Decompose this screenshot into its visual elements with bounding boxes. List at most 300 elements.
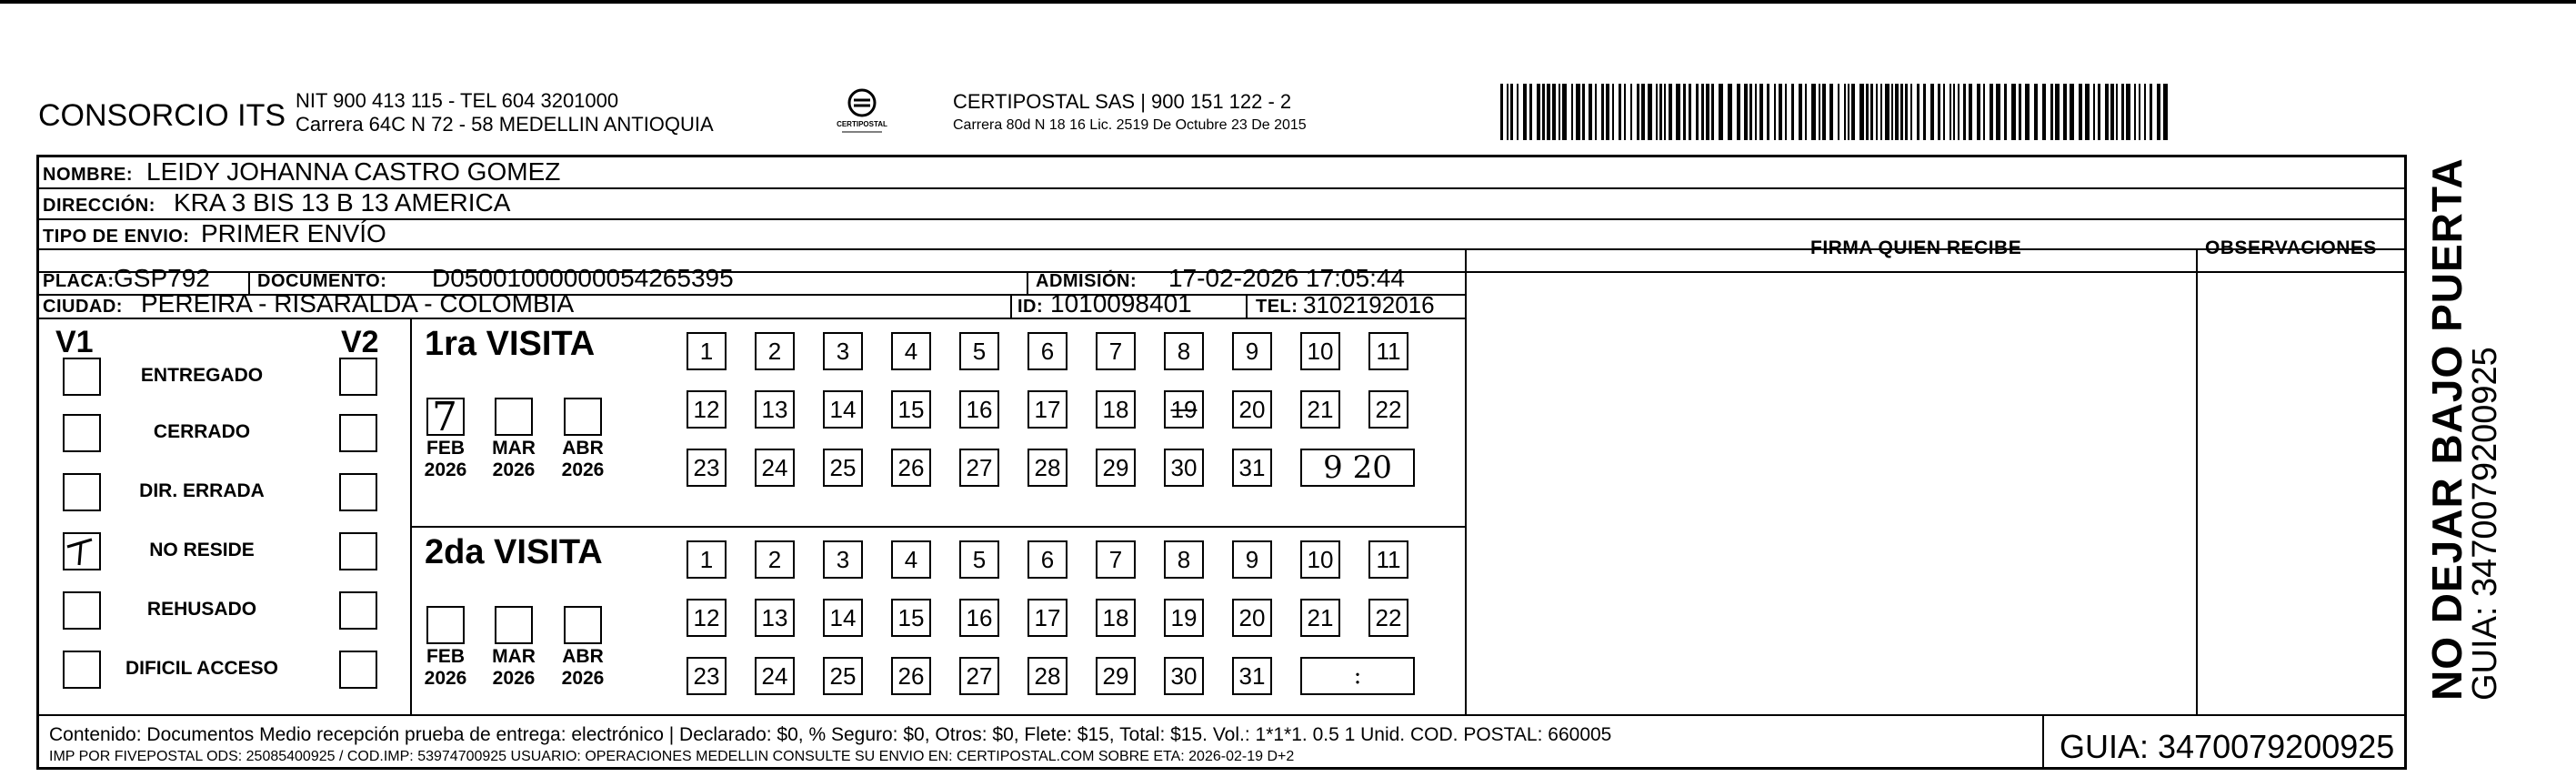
day-box[interactable] xyxy=(755,332,795,370)
col-divider xyxy=(2404,157,2406,767)
col-divider xyxy=(1246,294,1248,318)
day-box[interactable] xyxy=(687,449,727,487)
checklist-label: DIR. ERRADA xyxy=(139,480,265,501)
day-box[interactable] xyxy=(687,390,727,429)
logo-wordmark: CERTIPOSTAL xyxy=(837,120,887,128)
barcode-bar xyxy=(2019,84,2021,140)
day-box[interactable] xyxy=(1027,449,1067,487)
day-box[interactable] xyxy=(1232,657,1272,695)
day-box[interactable] xyxy=(1368,390,1408,429)
observaciones-header: OBSERVACIONES xyxy=(2205,237,2377,258)
day-box[interactable] xyxy=(1164,540,1204,579)
day-box[interactable] xyxy=(823,599,863,637)
day-box[interactable] xyxy=(1368,599,1408,637)
day-box[interactable] xyxy=(1232,332,1272,370)
day-number: 12 xyxy=(693,395,720,423)
barcode-bar xyxy=(2157,84,2160,140)
day-number: 29 xyxy=(1102,453,1129,481)
v1-checkbox[interactable] xyxy=(63,414,101,452)
v1-checkbox[interactable] xyxy=(63,358,101,396)
checklist-label: DIFICIL ACCESO xyxy=(125,658,278,679)
barcode-bar xyxy=(1917,84,1919,140)
barcode-bar xyxy=(1744,84,1748,140)
checklist-label: NO RESIDE xyxy=(149,540,255,560)
barcode-bar xyxy=(1755,84,1757,140)
day-number: 5 xyxy=(972,337,987,365)
barcode-bar xyxy=(1996,84,2000,140)
barcode-bar xyxy=(1510,84,1513,140)
nombre-value: LEIDY JOHANNA CASTRO GOMEZ xyxy=(146,157,561,186)
month-year: 2026 xyxy=(561,459,605,480)
month-year: 2026 xyxy=(561,668,605,689)
day-number: 7 xyxy=(1108,337,1123,365)
tel-label: TEL: xyxy=(1256,297,1298,317)
barcode-bar xyxy=(1706,84,1709,140)
v1-header: V1 xyxy=(55,325,94,359)
direccion-value: KRA 3 BIS 13 B 13 AMERICA xyxy=(174,188,511,217)
visit-title: 1ra VISITA xyxy=(425,325,596,363)
day-box[interactable] xyxy=(755,599,795,637)
v2-checkbox[interactable] xyxy=(339,532,377,570)
id-label: ID: xyxy=(1017,297,1044,317)
barcode-bar xyxy=(2144,84,2146,140)
day-box[interactable] xyxy=(687,332,727,370)
barcode-bar xyxy=(1905,84,1908,140)
footer-content: Contenido: Documentos Medio recepción prueba de entrega: electrónico | Declarado: $0, % Seguro: $0, Otros: $0, Flete: $15, Total: $15. Vol.: 1*1*1. 0.5 1 Unid. COD. POSTAL: 660005 xyxy=(49,724,1612,745)
barcode-bar xyxy=(1641,84,1645,140)
day-number: 15 xyxy=(897,603,925,631)
day-box[interactable] xyxy=(959,540,999,579)
col-divider xyxy=(2196,248,2198,714)
visit-title: 2da VISITA xyxy=(425,533,603,571)
company-info xyxy=(296,89,714,136)
col-divider xyxy=(1027,271,1028,294)
barcode-bar xyxy=(2055,84,2060,140)
barcode-bar xyxy=(1759,84,1763,140)
day-box[interactable] xyxy=(1368,332,1408,370)
day-box[interactable] xyxy=(1300,540,1340,579)
row-divider xyxy=(39,218,2404,220)
day-box[interactable] xyxy=(959,390,999,429)
month-year: 2026 xyxy=(424,459,467,480)
checklist-label: ENTREGADO xyxy=(140,365,264,386)
col-divider xyxy=(410,318,412,714)
delivery-form xyxy=(36,155,2407,770)
time-value: 9 20 xyxy=(1323,449,1392,486)
month-label xyxy=(556,438,610,481)
barcode-bar xyxy=(1595,84,1597,140)
barcode-bar xyxy=(1900,84,1903,140)
day-number: 3 xyxy=(836,545,850,573)
row-divider xyxy=(39,248,2404,250)
barcode-bar xyxy=(1885,84,1889,140)
day-box[interactable] xyxy=(687,540,727,579)
day-box[interactable] xyxy=(959,657,999,695)
day-box[interactable] xyxy=(1096,449,1136,487)
tipo-envio-label: TIPO DE ENVIO: xyxy=(43,227,190,247)
barcode-bar xyxy=(1683,84,1686,140)
day-box[interactable] xyxy=(823,390,863,429)
side-guia: GUIA: 3470079200925 xyxy=(2466,347,2504,701)
barcode-bar xyxy=(1711,84,1714,140)
v2-checkbox[interactable] xyxy=(339,414,377,452)
col-divider xyxy=(2042,714,2044,767)
barcode-bar xyxy=(1977,84,1980,140)
day-number: 8 xyxy=(1177,337,1191,365)
month-name: ABR xyxy=(562,646,604,667)
day-box[interactable] xyxy=(1164,332,1204,370)
admision-label: ADMISIÓN: xyxy=(1036,271,1138,291)
barcode-bar xyxy=(1659,84,1662,140)
day-box[interactable] xyxy=(891,599,931,637)
v2-header: V2 xyxy=(341,325,379,359)
barcode xyxy=(1500,84,2173,140)
day-number: 20 xyxy=(1238,395,1266,423)
barcode-bar xyxy=(1542,84,1545,140)
barcode-bar xyxy=(2025,84,2030,140)
barcode-bar xyxy=(1630,84,1632,140)
barcode-bar xyxy=(1844,84,1846,140)
visit-divider xyxy=(410,526,1467,528)
ciudad-label: CIUDAD: xyxy=(43,297,123,317)
barcode-bar xyxy=(1791,84,1794,140)
ciudad-value: PEREIRA - RISARALDA - COLOMBIA xyxy=(141,289,575,318)
time-box[interactable] xyxy=(1300,657,1415,695)
company-name: CONSORCIO ITS xyxy=(38,98,286,133)
day-number: 15 xyxy=(897,395,925,423)
day-number: 9 xyxy=(1245,545,1259,573)
month-year: 2026 xyxy=(492,668,536,689)
day-number: 21 xyxy=(1307,395,1334,423)
barcode-bar xyxy=(1969,84,1972,140)
day-number: 26 xyxy=(897,453,925,481)
day-number: 12 xyxy=(693,603,720,631)
barcode-bar xyxy=(1895,84,1899,140)
barcode-bar xyxy=(1829,84,1833,140)
day-box[interactable] xyxy=(1368,540,1408,579)
barcode-bar xyxy=(1582,84,1585,140)
day-box[interactable] xyxy=(1096,599,1136,637)
barcode-bar xyxy=(2126,84,2130,140)
barcode-bar xyxy=(1612,84,1614,140)
day-box[interactable] xyxy=(1027,332,1067,370)
barcode-bar xyxy=(2070,84,2074,140)
day-number: 28 xyxy=(1034,661,1061,690)
day-box[interactable] xyxy=(1096,332,1136,370)
day-number: 10 xyxy=(1307,545,1334,573)
barcode-bar xyxy=(1953,84,1955,140)
barcode-bar xyxy=(1876,84,1878,140)
barcode-bar xyxy=(1851,84,1855,140)
documento-label: DOCUMENTO: xyxy=(257,271,387,291)
barcode-bar xyxy=(2098,84,2100,140)
day-box[interactable] xyxy=(1096,390,1136,429)
barcode-bar xyxy=(1656,84,1658,140)
barcode-bar xyxy=(2042,84,2046,140)
tipo-envio-value: PRIMER ENVÍO xyxy=(201,219,386,247)
v2-checkbox[interactable] xyxy=(339,591,377,630)
v1-checkbox[interactable] xyxy=(63,473,101,511)
barcode-bar xyxy=(1749,84,1752,140)
day-number: 31 xyxy=(1238,453,1266,481)
day-box[interactable] xyxy=(1232,390,1272,429)
day-number: 30 xyxy=(1170,661,1198,690)
barcode-bar xyxy=(1938,84,1940,140)
certipostal-info xyxy=(953,90,1307,137)
day-box[interactable] xyxy=(891,390,931,429)
month-checkbox[interactable] xyxy=(564,398,602,436)
footer-print-info: IMP POR FIVEPOSTAL ODS: 25085400925 / COD.IMP: 53974700925 USUARIO: OPERACIONES MEDELLIN CONSULTE SU ENVIO EN: CERTIPOSTAL.COM SOBRE ETA: 2026-02-19 D+2 xyxy=(49,749,1295,764)
barcode-bar xyxy=(1848,84,1849,140)
day-number: 31 xyxy=(1238,661,1266,690)
barcode-bar xyxy=(1664,84,1666,140)
certipostal-logo xyxy=(835,86,889,141)
barcode-bar xyxy=(2079,84,2082,140)
v1-checkbox[interactable] xyxy=(63,591,101,630)
day-box[interactable] xyxy=(1164,657,1204,695)
barcode-bar xyxy=(1943,84,1945,140)
day-box[interactable] xyxy=(755,390,795,429)
day-number: 14 xyxy=(829,395,857,423)
barcode-bar xyxy=(1637,84,1639,140)
day-box[interactable] xyxy=(891,657,931,695)
day-box[interactable] xyxy=(1164,390,1204,429)
day-number: 6 xyxy=(1040,545,1055,573)
day-number: 20 xyxy=(1238,603,1266,631)
barcode-bar xyxy=(1547,84,1550,140)
barcode-bar xyxy=(1537,84,1540,140)
month-name: MAR xyxy=(492,438,536,459)
day-number: 28 xyxy=(1034,453,1061,481)
barcode-bar xyxy=(1767,84,1769,140)
day-box[interactable] xyxy=(891,332,931,370)
barcode-bar xyxy=(1571,84,1573,140)
month-checkbox[interactable] xyxy=(495,606,533,644)
barcode-bar xyxy=(1562,84,1567,140)
day-number: 17 xyxy=(1034,395,1061,423)
barcode-bar xyxy=(1701,84,1704,140)
day-number: 3 xyxy=(836,337,850,365)
month-name: MAR xyxy=(492,646,536,667)
v1-checkbox[interactable] xyxy=(63,532,101,570)
day-number: 24 xyxy=(761,453,788,481)
day-number: 13 xyxy=(761,395,788,423)
barcode-bar xyxy=(1601,84,1604,140)
month-checkbox[interactable] xyxy=(426,394,465,440)
day-number: 21 xyxy=(1307,603,1334,631)
top-edge-line xyxy=(0,0,2576,4)
barcode-bar xyxy=(1910,84,1912,140)
barcode-bar xyxy=(1589,84,1592,140)
v2-checkbox[interactable] xyxy=(339,651,377,689)
day-number: 29 xyxy=(1102,661,1129,690)
day-box[interactable] xyxy=(1232,599,1272,637)
day-box[interactable] xyxy=(823,657,863,695)
month-checkbox[interactable] xyxy=(564,606,602,644)
day-box[interactable] xyxy=(1027,599,1067,637)
day-number: 19 xyxy=(1170,395,1198,423)
month-label xyxy=(486,438,541,481)
barcode-bar xyxy=(1811,84,1816,140)
day-box[interactable] xyxy=(687,599,727,637)
month-name: ABR xyxy=(562,438,604,459)
day-number: 24 xyxy=(761,661,788,690)
month-label xyxy=(418,438,473,481)
barcode-bar xyxy=(2011,84,2016,140)
day-box[interactable] xyxy=(1027,657,1067,695)
month-name: FEB xyxy=(426,646,465,667)
barcode-bar xyxy=(2110,84,2114,140)
day-box[interactable] xyxy=(1096,657,1136,695)
day-box[interactable] xyxy=(1300,599,1340,637)
month-label xyxy=(486,646,541,690)
handwritten-mark: 7 xyxy=(432,394,457,440)
barcode-bar xyxy=(1559,84,1560,140)
checklist-label: REHUSADO xyxy=(146,599,257,620)
barcode-bar xyxy=(1719,84,1723,140)
day-box[interactable] xyxy=(959,599,999,637)
tel-value: 3102192016 xyxy=(1303,291,1435,318)
barcode-bar xyxy=(1891,84,1893,140)
day-number: 18 xyxy=(1102,395,1129,423)
barcode-bar xyxy=(1676,84,1680,140)
day-box[interactable] xyxy=(1300,390,1340,429)
barcode-bar xyxy=(1606,84,1609,140)
side-note xyxy=(2423,157,2504,701)
certipostal-address: Carrera 80d N 18 16 Lic. 2519 De Octubre 23 De 2015 xyxy=(953,117,1307,133)
day-number: 6 xyxy=(1040,337,1055,365)
day-number: 13 xyxy=(761,603,788,631)
barcode-bar xyxy=(1576,84,1580,140)
day-box[interactable] xyxy=(1027,540,1067,579)
barcode-bar xyxy=(2116,84,2118,140)
documento-value: D05001000000054265395 xyxy=(432,264,734,292)
barcode-bar xyxy=(1838,84,1839,140)
day-number: 14 xyxy=(829,603,857,631)
day-box[interactable] xyxy=(823,332,863,370)
barcode-bar xyxy=(1983,84,1985,140)
no-dejar-bajo-puerta: NO DEJAR BAJO PUERTA xyxy=(2423,157,2471,701)
barcode-bar xyxy=(1950,84,1951,140)
barcode-bar xyxy=(2134,84,2136,140)
day-number: 23 xyxy=(693,661,720,690)
barcode-bar xyxy=(1619,84,1621,140)
barcode-bar xyxy=(1990,84,1993,140)
day-number: 22 xyxy=(1375,395,1402,423)
day-box[interactable] xyxy=(687,657,727,695)
barcode-bar xyxy=(1774,84,1776,140)
day-box[interactable] xyxy=(1232,449,1272,487)
col-divider xyxy=(1010,294,1012,318)
day-number: 25 xyxy=(829,661,857,690)
placa-value: GSP792 xyxy=(114,264,210,292)
day-number: 8 xyxy=(1177,545,1191,573)
barcode-bar xyxy=(2105,84,2109,140)
day-box[interactable] xyxy=(1300,332,1340,370)
barcode-bar xyxy=(2139,84,2140,140)
day-box[interactable] xyxy=(891,449,931,487)
barcode-bar xyxy=(2034,84,2038,140)
barcode-bar xyxy=(1930,84,1934,140)
day-number: 10 xyxy=(1307,337,1334,365)
barcode-bar xyxy=(1669,84,1672,140)
barcode-bar xyxy=(1963,84,1966,140)
day-number: 5 xyxy=(972,545,987,573)
barcode-bar xyxy=(1500,84,1503,140)
day-box[interactable] xyxy=(755,657,795,695)
barcode-bar xyxy=(1923,84,1926,140)
day-number: 2 xyxy=(767,545,782,573)
day-number: 11 xyxy=(1376,337,1401,365)
month-checkbox[interactable] xyxy=(495,398,533,436)
day-number: 7 xyxy=(1108,545,1123,573)
day-number: 1 xyxy=(699,545,714,573)
day-box[interactable] xyxy=(891,540,931,579)
day-box[interactable] xyxy=(1164,449,1204,487)
barcode-bar xyxy=(1799,84,1802,140)
barcode-bar xyxy=(1529,84,1532,140)
barcode-bar xyxy=(2121,84,2124,140)
day-box[interactable] xyxy=(1232,540,1272,579)
barcode-bar xyxy=(1819,84,1820,140)
day-number: 26 xyxy=(897,661,925,690)
barcode-bar xyxy=(1728,84,1732,140)
day-box[interactable] xyxy=(959,449,999,487)
day-box[interactable] xyxy=(1027,390,1067,429)
day-number: 9 xyxy=(1245,337,1259,365)
day-box[interactable] xyxy=(959,332,999,370)
day-number: 30 xyxy=(1170,453,1198,481)
logo-icon xyxy=(835,86,889,141)
month-label xyxy=(556,646,610,690)
barcode-bar xyxy=(1779,84,1782,140)
barcode-bar xyxy=(1866,84,1869,140)
barcode-bar xyxy=(1523,84,1527,140)
id-value: 1010098401 xyxy=(1050,289,1192,318)
barcode-bar xyxy=(1737,84,1740,140)
barcode-bar xyxy=(2063,84,2067,140)
direccion-label: DIRECCIÓN: xyxy=(43,196,155,216)
barcode-bar xyxy=(1785,84,1787,140)
footer-divider xyxy=(39,714,2404,716)
barcode-bar xyxy=(1648,84,1652,140)
day-number: 4 xyxy=(904,545,918,573)
day-box[interactable] xyxy=(755,449,795,487)
day-box[interactable] xyxy=(823,449,863,487)
day-number: 19 xyxy=(1170,603,1198,631)
v2-checkbox[interactable] xyxy=(339,473,377,511)
v2-checkbox[interactable] xyxy=(339,358,377,396)
barcode-bar xyxy=(1552,84,1556,140)
v1-checkbox[interactable] xyxy=(63,651,101,689)
day-box[interactable] xyxy=(823,540,863,579)
month-label xyxy=(418,646,473,690)
certipostal-line: CERTIPOSTAL SAS | 900 151 122 - 2 xyxy=(953,90,1292,113)
day-number: 16 xyxy=(966,603,993,631)
time-box[interactable] xyxy=(1300,449,1415,487)
month-year: 2026 xyxy=(424,668,467,689)
time-value: : xyxy=(1353,662,1362,690)
barcode-bar xyxy=(1859,84,1864,140)
day-number: 27 xyxy=(966,453,993,481)
nombre-label: NOMBRE: xyxy=(43,165,134,185)
day-number: 11 xyxy=(1376,545,1401,573)
day-box[interactable] xyxy=(1096,540,1136,579)
day-box[interactable] xyxy=(755,540,795,579)
day-number: 17 xyxy=(1034,603,1061,631)
day-box[interactable] xyxy=(1164,599,1204,637)
month-checkbox[interactable] xyxy=(426,606,465,644)
